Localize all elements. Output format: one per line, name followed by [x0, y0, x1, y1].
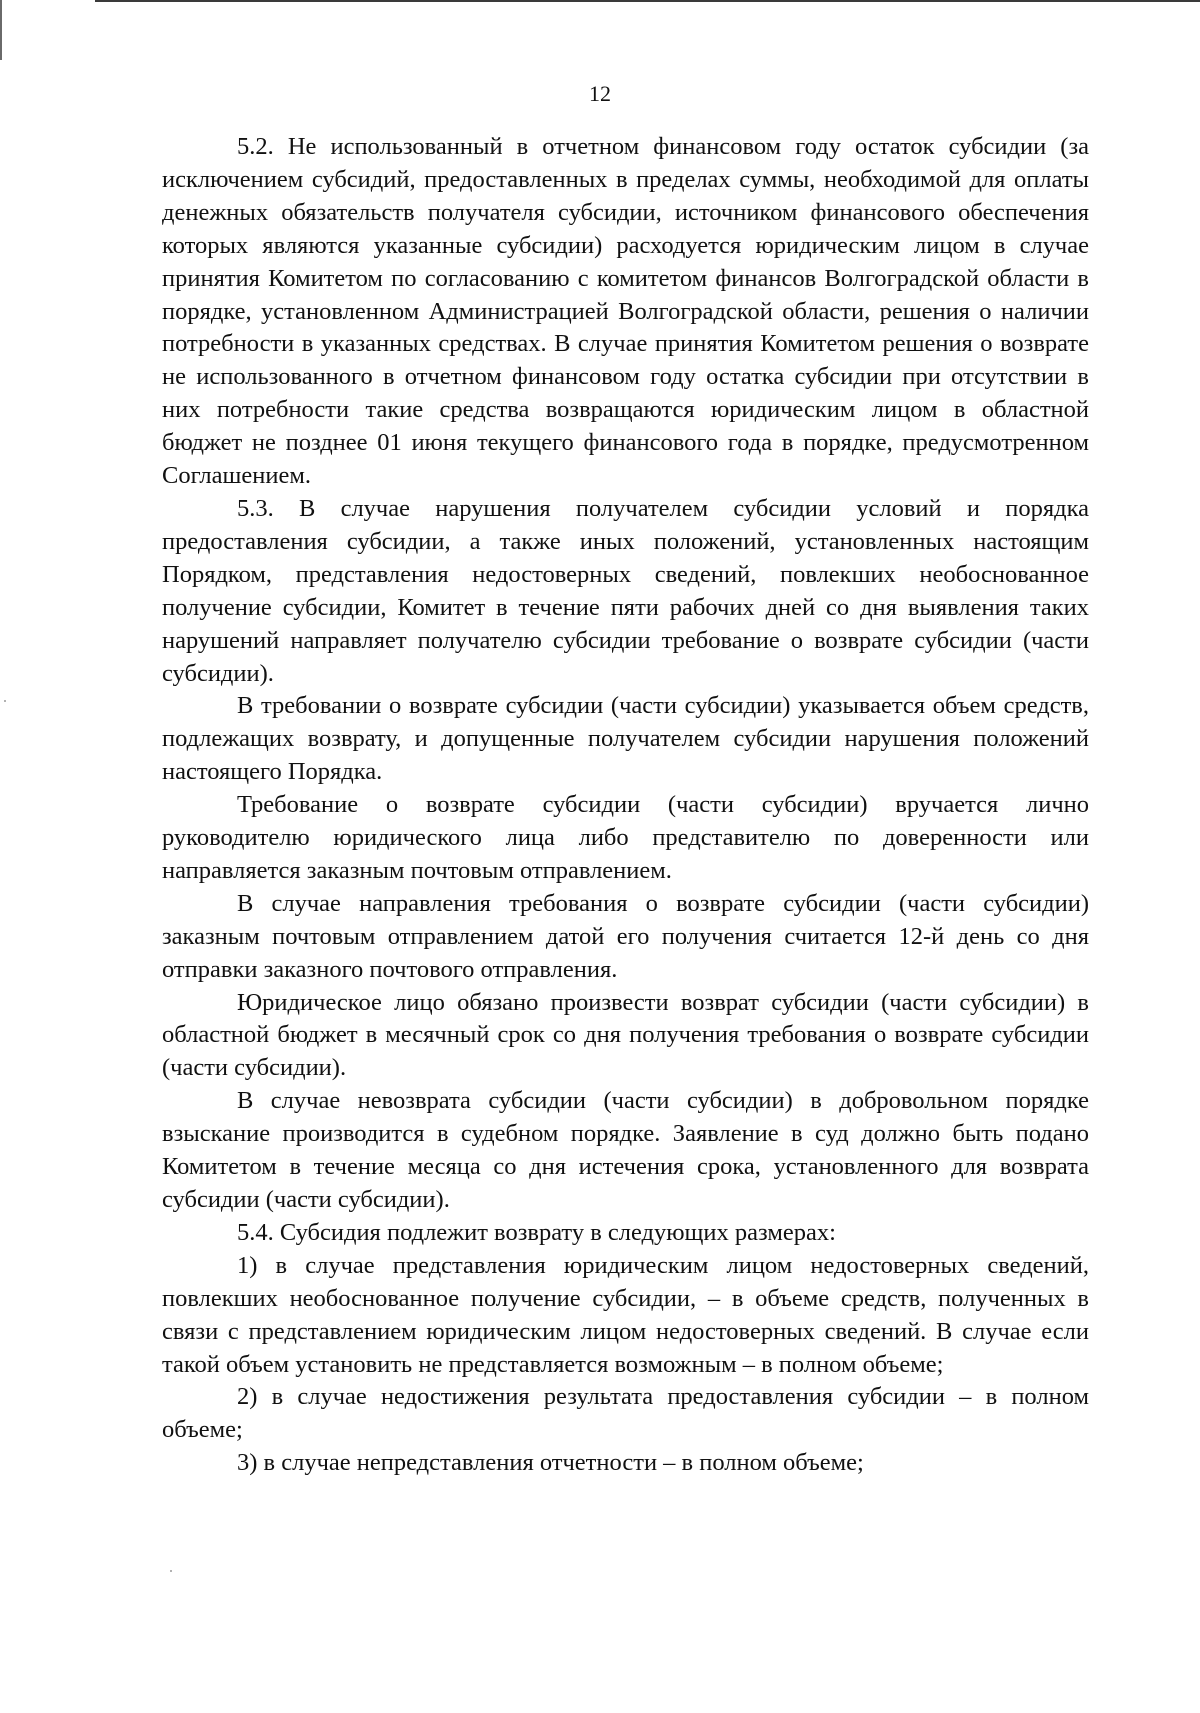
paragraph-demand-content: В требовании о возврате субсидии (части субсидии) указывается объем средств, подлежащих возврату, и допущенные получателем субсидии нарушения положений настоящего Порядка.	[162, 692, 1089, 786]
paragraph-demand-delivery: Требование о возврате субсидии (части субсидии) вручается лично руководителю юридического лица либо представителю по доверенности или направляется заказным почтовым отправлением.	[162, 791, 1089, 884]
list-item-3: 3) в случае непредставления отчетности – в полном объеме;	[237, 1449, 864, 1477]
paragraph-5-3: 5.3. В случае нарушения получателем субсидии условий и порядка предоставления субсидии, а также иных положений, установленных настоящим Порядком, представления недостоверных сведений, повлекших необоснованное получение субсидии, Комитет в течение пяти рабочих дней со дня выявления таких нарушений направляет получателю субсидии требование о возврате субсидии (части субсидии).	[162, 494, 1089, 687]
paragraph-refund-deadline: Юридическое лицо обязано произвести возврат субсидии (части субсидии) в областной бюджет в месячный срок со дня получения требования о возврате субсидии (части субсидии).	[162, 988, 1089, 1082]
scan-top-edge	[95, 0, 1200, 2]
page-number: 12	[589, 81, 611, 106]
document-body	[162, 131, 1089, 1480]
scan-left-edge	[0, 0, 2, 60]
paragraph-receipt-date: В случае направления требования о возврате субсидии (части субсидии) заказным почтовым отправлением датой его получения считается 12-й день со дня отправки заказного почтового отправления.	[162, 889, 1089, 983]
scan-speck	[170, 1570, 172, 1572]
list-item-1: 1) в случае представления юридическим лицом недостоверных сведений, повлекших необоснованное получение субсидии, – в объеме средств, полученных в связи с представлением юридическим лицом недостоверных сведений. В случае если такой объем установить не представляется возможным – в полном объеме;	[162, 1251, 1089, 1378]
paragraph-court-recovery: В случае невозврата субсидии (части субсидии) в добровольном порядке взыскание производится в судебном порядке. Заявление в суд должно быть подано Комитетом в течение месяца со дня истечения срока, установленного для возврата субсидии (части субсидии).	[162, 1087, 1089, 1213]
list-item-2: 2) в случае недостижения результата предоставления субсидии – в полном объеме;	[162, 1383, 1089, 1444]
paragraph-5-2: 5.2. Не использованный в отчетном финансовом году остаток субсидии (за исключением субсидий, предоставленных в пределах суммы, необходимой для оплаты денежных обязательств получателя субсидии, источником финансового обеспечения которых являются указанные субсидии) расходуется юридическим лицом в случае принятия Комитетом по согласованию с комитетом финансов Волгоградской области в порядке, установленном Администрацией Волгоградской области, решения о наличии потребности в указанных средствах. В случае принятия Комитетом решения о возврате не использованного в отчетном финансовом году остатка субсидии при отсутствии в них потребности такие средства возвращаются юридическим лицом в областной бюджет не позднее 01 июня текущего финансового года в порядке, предусмотренном Соглашением.	[162, 133, 1089, 490]
paragraph-5-4: 5.4. Субсидия подлежит возврату в следующих размерах:	[237, 1218, 836, 1246]
scan-speck	[4, 700, 6, 702]
